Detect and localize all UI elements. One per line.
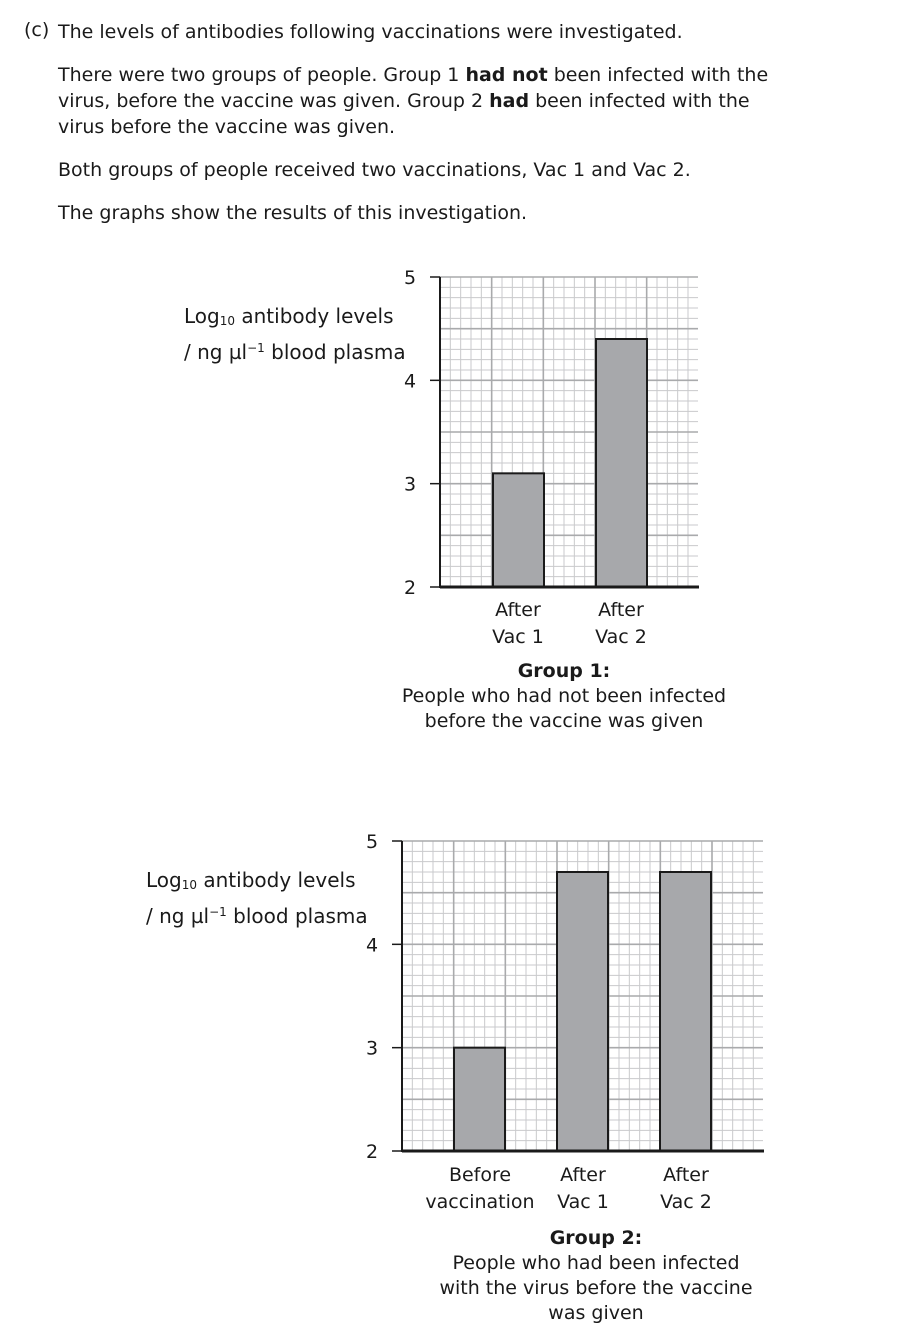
chart2-ylabel-rest: antibody levels <box>197 868 356 892</box>
chart1-ylabel-sub: 10 <box>219 314 236 328</box>
x-category-label: Vac 1 <box>492 626 544 648</box>
chart2-caption <box>416 1226 776 1326</box>
chart2-caption-line: People who had been infected <box>452 1252 740 1274</box>
chart1-ylabel-rest: antibody levels <box>235 304 394 328</box>
y-tick-label: 3 <box>403 473 417 496</box>
chart1-ylabel-unit-rest: blood plasma <box>264 340 406 364</box>
chart2-ylabel-unit-rest: blood plasma <box>226 904 368 928</box>
chart1-ylabel-log: Log <box>184 304 220 328</box>
chart1-ylabel-sup: −1 <box>247 341 265 355</box>
graphs-text: The graphs show the results of this investigation. <box>58 202 528 224</box>
bar <box>660 872 711 1151</box>
x-category-label: vaccination <box>425 1191 535 1213</box>
chart1-ylabel-unit: / ng µl <box>184 340 248 364</box>
vaccinations-text: Both groups of people received two vaccinations, Vac 1 and Vac 2. <box>58 159 691 181</box>
groups-bold-had-not: had not <box>465 64 548 86</box>
y-tick-label: 4 <box>403 370 417 393</box>
chart1-caption-group: Group 1: <box>517 660 611 682</box>
bar <box>454 1048 505 1151</box>
y-tick-label: 4 <box>365 934 379 957</box>
bar <box>596 339 647 587</box>
chart2 <box>366 831 764 1213</box>
bar <box>557 872 608 1151</box>
chart2-caption-group: Group 2: <box>549 1227 643 1249</box>
x-category-label: After <box>598 599 644 621</box>
chart2-ylabel-unit: / ng µl <box>146 904 210 928</box>
x-category-label: After <box>495 599 541 621</box>
groups-bold-had: had <box>489 90 530 112</box>
y-tick-label: 3 <box>365 1037 379 1060</box>
groups-text-3: been infected with the virus before the vaccine was given. <box>58 90 750 138</box>
bar <box>493 473 544 587</box>
groups-text-1: There were two groups of people. Group 1 <box>58 64 466 86</box>
y-tick-label: 5 <box>365 831 379 853</box>
chart1-caption-line: People who had not been infected <box>401 685 727 707</box>
chart1 <box>404 267 699 648</box>
question-label: (c) <box>24 19 50 41</box>
y-tick-label: 2 <box>403 577 417 599</box>
x-category-label: Vac 2 <box>595 626 647 648</box>
y-tick-label: 2 <box>365 1141 379 1163</box>
chart1-caption-line: before the vaccine was given <box>424 710 704 732</box>
x-category-label: Vac 1 <box>557 1191 609 1213</box>
intro-text: The levels of antibodies following vaccinations were investigated. <box>58 21 683 43</box>
y-tick-label: 5 <box>403 267 417 289</box>
chart2-ylabel-sub: 10 <box>181 878 198 892</box>
groups-text-2: been infected with the virus, before the vaccine was given. Group 2 <box>58 64 769 112</box>
chart2-ylabel-sup: −1 <box>209 905 227 919</box>
x-category-label: After <box>663 1164 709 1186</box>
chart2-caption-line: was given <box>548 1302 644 1324</box>
x-category-label: Vac 2 <box>660 1191 712 1213</box>
chart1-caption <box>384 659 744 734</box>
x-category-label: Before <box>448 1164 512 1186</box>
x-category-label: After <box>560 1164 606 1186</box>
chart2-caption-line: with the virus before the vaccine <box>439 1277 753 1299</box>
chart2-ylabel-log: Log <box>146 868 182 892</box>
